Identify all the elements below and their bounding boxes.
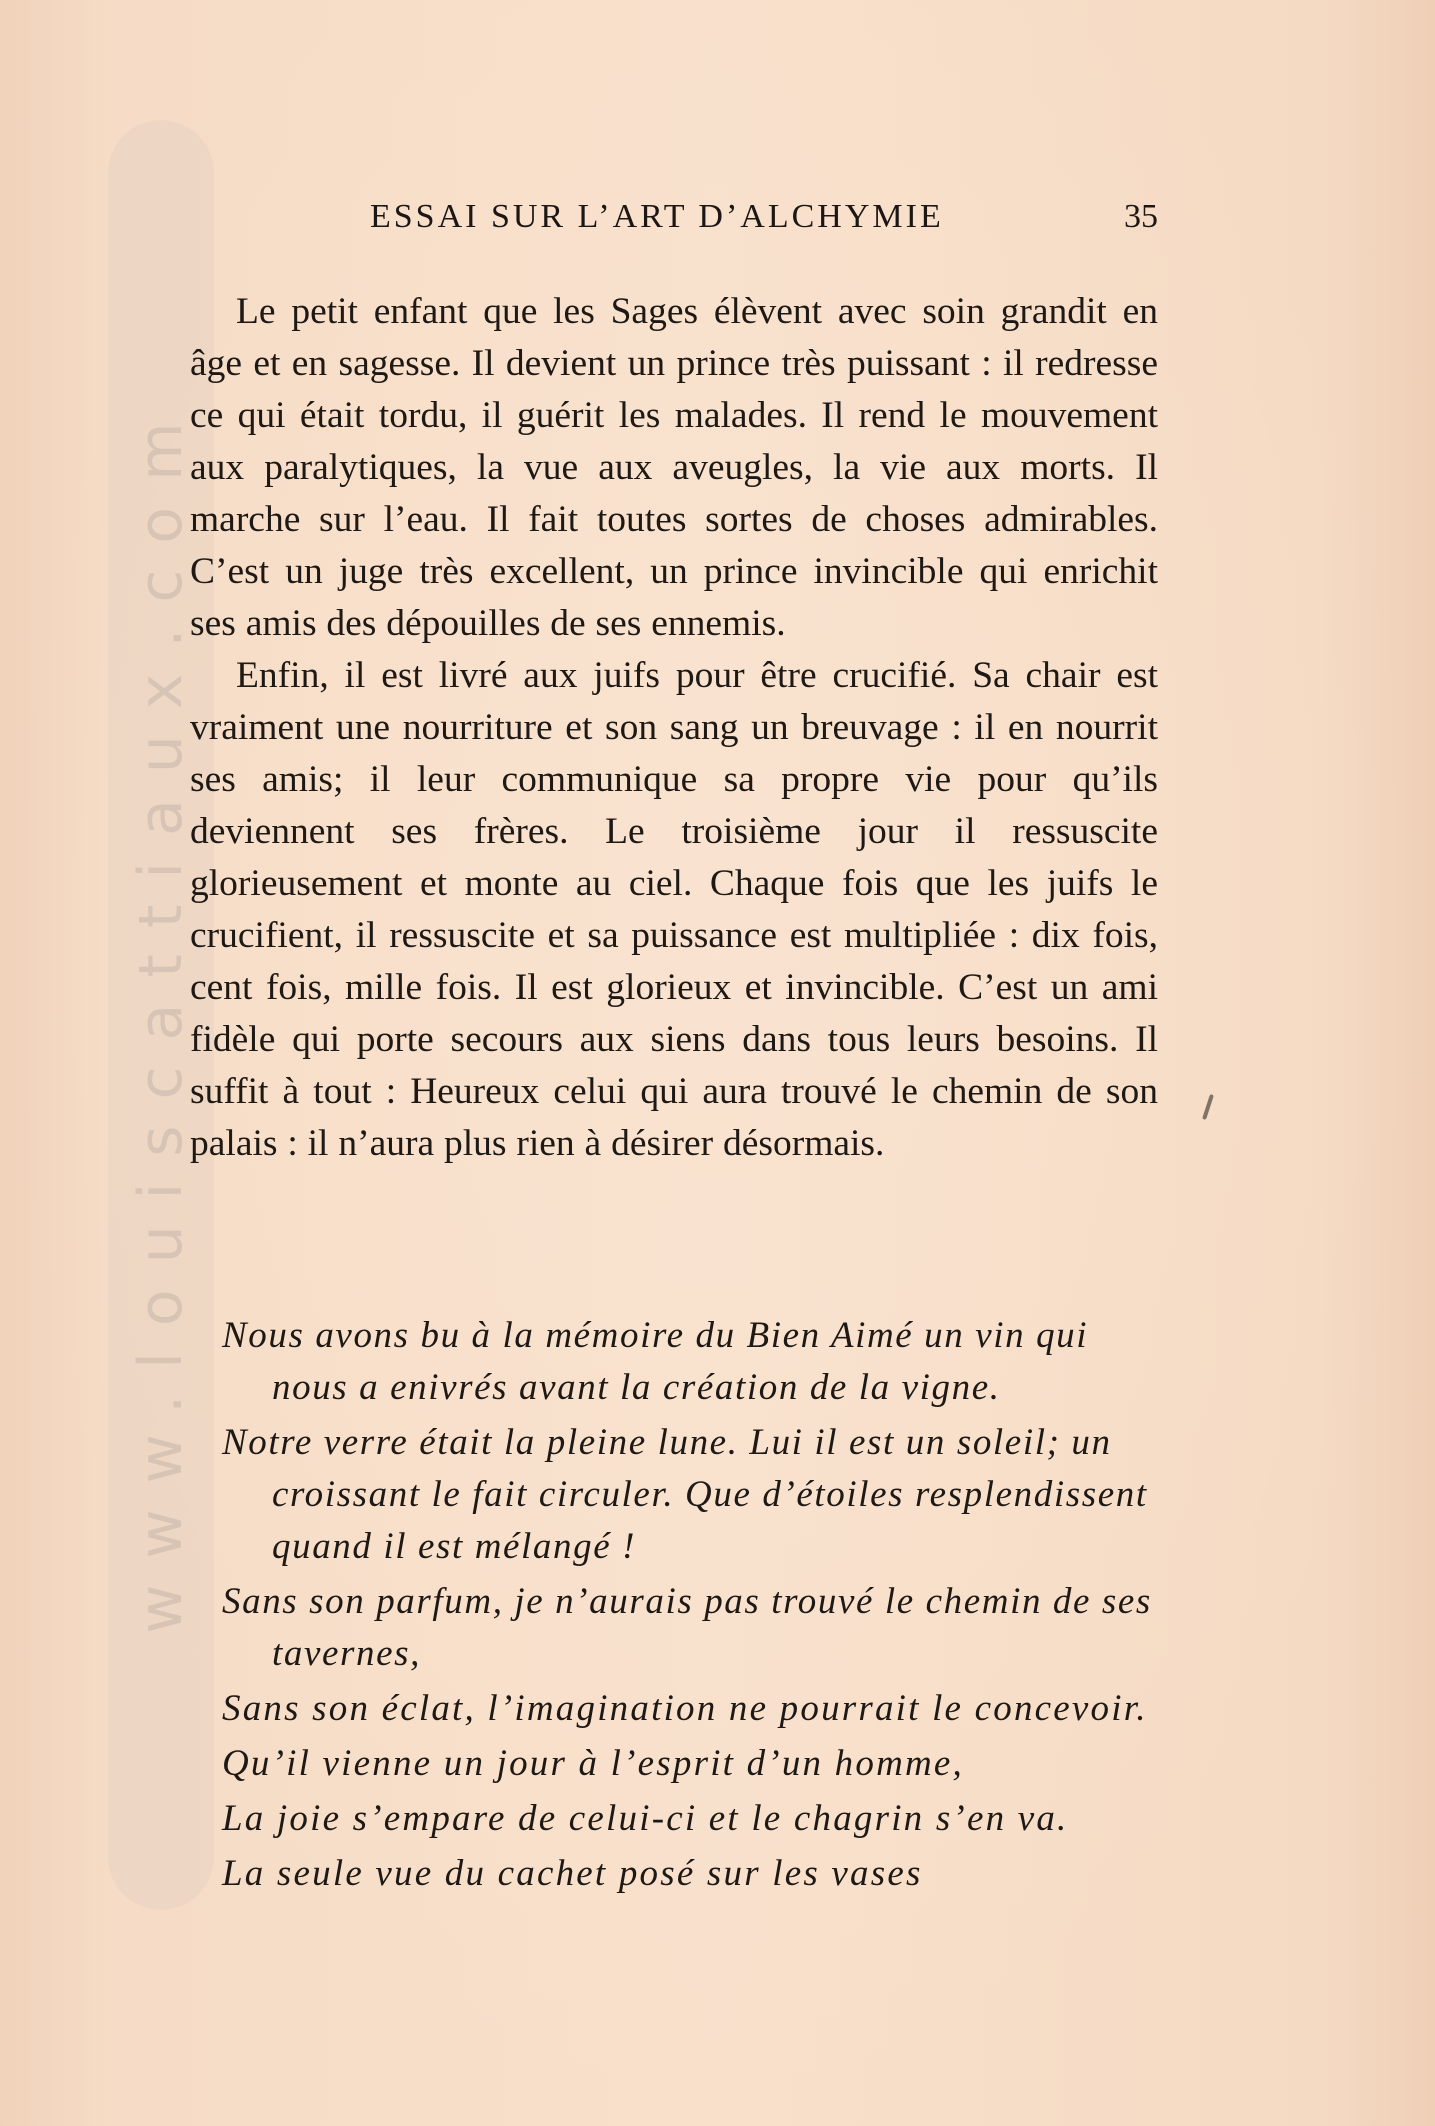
page-number: 35 xyxy=(1124,198,1158,235)
paragraph: Le petit enfant que les Sages élèvent avec soin grandit en âge et en sagesse. Il devient un prince très puissant : il redresse ce qui était tordu, il guérit les malades. Il rend le mouvement aux paralytiques, la vue aux aveugles, la vie aux morts. Il marche sur l’eau. Il fait toutes sortes de choses admirables. C’est un juge très excellent, un prince invincible qui enrichit ses amis des dépouilles de ses ennemis. xyxy=(190,291,1158,644)
pencil-mark xyxy=(1202,1094,1214,1120)
verse-block xyxy=(222,1310,1162,1900)
verse-line: Notre verre était la pleine lune. Lui il est un soleil; un croissant le fait circuler. Que d’étoiles resplendissent quand il est mélangé ! xyxy=(222,1422,1148,1567)
running-title: ESSAI SUR L’ART D’ALCHYMIE xyxy=(370,198,944,235)
body-text xyxy=(190,286,1158,1170)
watermark-text: www.louiscattiaux.com xyxy=(126,396,196,1634)
page-header xyxy=(370,192,1158,242)
verse-line: La seule vue du cachet posé sur les vases xyxy=(222,1853,923,1894)
verse-line: Sans son parfum, je n’aurais pas trouvé le chemin de ses tavernes, xyxy=(222,1581,1152,1674)
verse-line: Qu’il vienne un jour à l’esprit d’un homme, xyxy=(222,1743,964,1784)
verse-line: La joie s’empare de celui-ci et le chagrin s’en va. xyxy=(222,1798,1069,1839)
verse-line: Nous avons bu à la mémoire du Bien Aimé un vin qui nous a enivrés avant la création de la vigne. xyxy=(222,1315,1089,1408)
paragraph: Enfin, il est livré aux juifs pour être crucifié. Sa chair est vraiment une nourriture et son sang un breuvage : il en nourrit ses amis; il leur communique sa propre vie pour qu’ils deviennent ses frères. Le troisième jour il ressuscite glorieusement et monte au ciel. Chaque fois que les juifs le crucifient, il ressuscite et sa puissance est multipliée : dix fois, cent fois, mille fois. Il est glorieux et invincible. C’est un ami fidèle qui porte secours aux siens dans tous leurs besoins. Il suffit à tout : Heureux celui qui aura trouvé le chemin de son palais : il n’aura plus rien à désirer désormais. xyxy=(190,655,1158,1164)
verse-line: Sans son éclat, l’imagination ne pourrait le concevoir. xyxy=(222,1688,1148,1729)
